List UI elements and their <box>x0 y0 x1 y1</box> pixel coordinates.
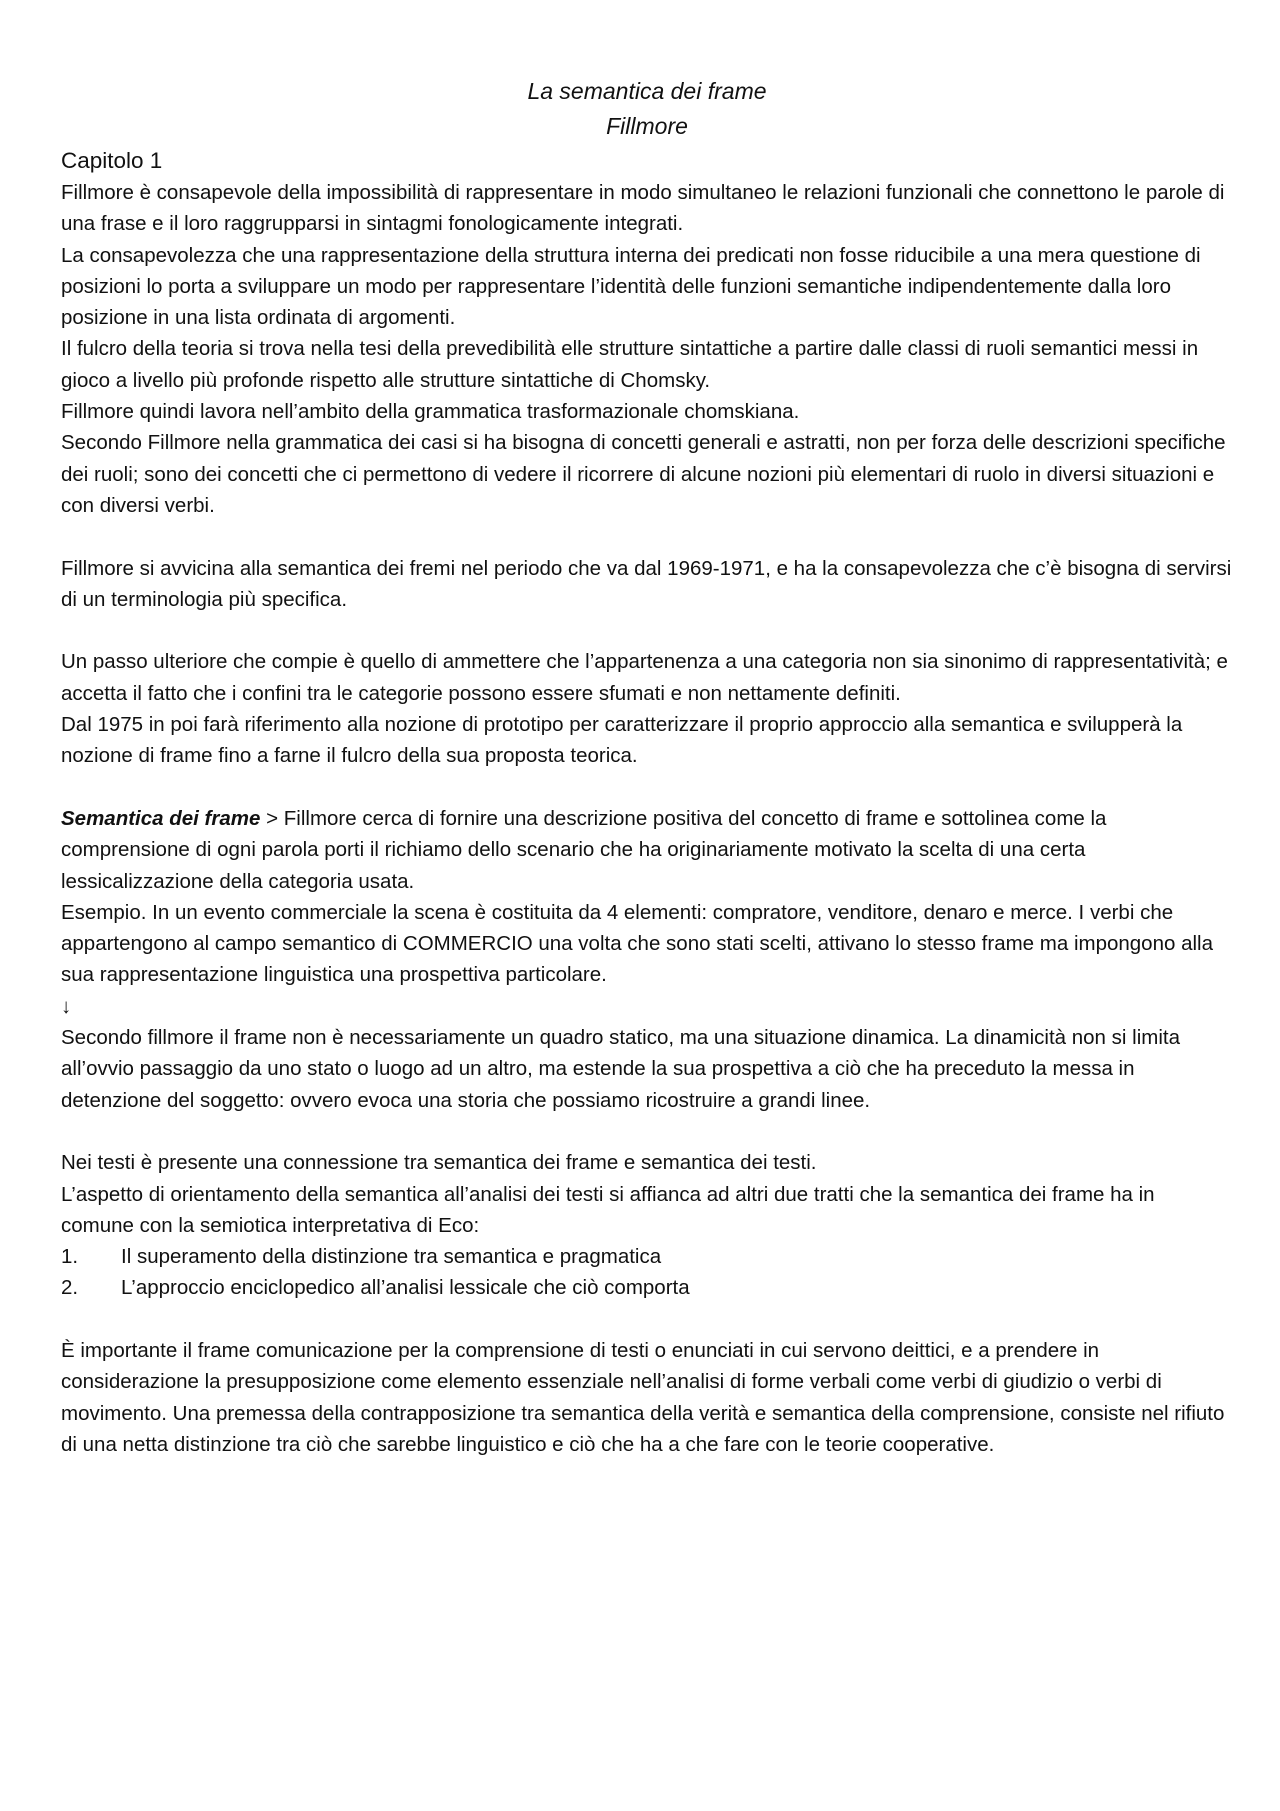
list-number: 2. <box>61 1276 79 1300</box>
list-text: L’approccio enciclopedico all’analisi lessicale che ciò comporta <box>121 1276 690 1300</box>
blank-line <box>61 1116 1233 1147</box>
paragraph-text: > Fillmore cerca di fornire una descrizione positiva del concetto di frame e sottolinea come la comprensione di ogni parola porti il richiamo dello scenario che ha originariamente motivato la scelta di una certa lessicalizzazione della categoria usata. <box>61 806 1107 893</box>
paragraph-frame-semantics <box>61 803 1233 897</box>
list-text: Il superamento della distinzione tra semantica e pragmatica <box>121 1245 662 1269</box>
paragraph: Fillmore quindi lavora nell’ambito della grammatica trasformazionale chomskiana. <box>61 400 800 424</box>
paragraph: La consapevolezza che una rappresentazione della struttura interna dei predicati non fosse riducibile a una mera questione di posizioni lo porta a sviluppare un modo per rappresentare l’identità delle funzioni semantiche indipendentemente dalla loro posizione in una lista ordinata di argomenti. <box>61 243 1201 330</box>
paragraph: Il fulcro della teoria si trova nella tesi della prevedibilità elle strutture sintattiche a partire dalle classi di ruoli semantici messi in gioco a livello più profonde rispetto alle strutture sintattiche di Chomsky. <box>61 337 1199 392</box>
paragraph: Fillmore si avvicina alla semantica dei fremi nel periodo che va dal 1969-1971, e ha la consapevolezza che c’è bisogna di servirsi di un terminologia più specifica. <box>61 556 1232 611</box>
paragraph: Secondo fillmore il frame non è necessariamente un quadro statico, ma una situazione dinamica. La dinamicità non si limita all’ovvio passaggio da uno stato o luogo ad un altro, ma estende la sua prospettiva a ciò che ha preceduto la messa in detenzione del soggetto: ovvero evoca una storia che possiamo ricostruire a grandi linee. <box>61 1026 1180 1112</box>
paragraph: È importante il frame comunicazione per la comprensione di testi o enunciati in cui servono deittici, e a prendere in considerazione la presupposizione come elemento essenziale nell’analisi di forme verbali come verbi di giudizio o verbi di movimento. Una premessa della contrapposizione tra semantica della verità e semantica della comprensione, consiste nel rifiuto di una netta distinzione tra ciò che sarebbe linguistico e ciò che ha a che fare con le teorie cooperative. <box>61 1338 1225 1456</box>
paragraph: Un passo ulteriore che compie è quello di ammettere che l’appartenenza a una categoria non sia sinonimo di rappresentatività; e accetta il fatto che i confini tra le categorie possono essere sfumati e non nettamente definiti. <box>61 650 1228 705</box>
list-item <box>61 1272 1233 1303</box>
paragraph: Nei testi è presente una connessione tra semantica dei frame e semantica dei testi. <box>61 1151 817 1175</box>
paragraph: L’aspetto di orientamento della semantica all’analisi dei testi si affianca ad altri due tratti che la semantica dei frame ha in comune con la semiotica interpretativa di Eco: <box>61 1182 1155 1237</box>
document-author: Fillmore <box>606 113 688 139</box>
blank-line <box>61 615 1233 646</box>
paragraph: Esempio. In un evento commerciale la scena è costituita da 4 elementi: compratore, venditore, denaro e merce. I verbi che appartengono al campo semantico di COMMERCIO una volta che sono stati scelti, attivano lo stesso frame ma impongono alla sua rappresentazione linguistica una prospettiva particolare. <box>61 900 1213 987</box>
paragraph: Secondo Fillmore nella grammatica dei casi si ha bisogna di concetti generali e astratti, non per forza delle descrizioni specifiche dei ruoli; sono dei concetti che ci permettono di vedere il ricorrere di alcune nozioni più elementari di ruolo in diversi situazioni e con diversi verbi. <box>61 431 1226 517</box>
down-arrow-icon: ↓ <box>61 994 72 1018</box>
paragraph: Dal 1975 in poi farà riferimento alla nozione di prototipo per caratterizzare il proprio approccio alla semantica e svilupperà la nozione di frame fino a farne il fulcro della sua proposta teorica. <box>61 713 1183 768</box>
list-item <box>61 1241 1233 1272</box>
chapter-heading: Capitolo 1 <box>61 148 163 173</box>
blank-line <box>61 772 1233 803</box>
paragraph: Fillmore è consapevole della impossibilità di rappresentare in modo simultaneo le relazioni funzionali che connettono le parole di una frase e il loro raggrupparsi in sintagmi fonologicamente integrati. <box>61 181 1225 236</box>
document-title: La semantica dei frame <box>527 78 767 104</box>
blank-line <box>61 521 1233 552</box>
document-page <box>61 74 1233 1460</box>
bold-lead-term: Semantica dei frame <box>61 806 261 830</box>
list-number: 1. <box>61 1245 79 1269</box>
blank-line <box>61 1304 1233 1335</box>
